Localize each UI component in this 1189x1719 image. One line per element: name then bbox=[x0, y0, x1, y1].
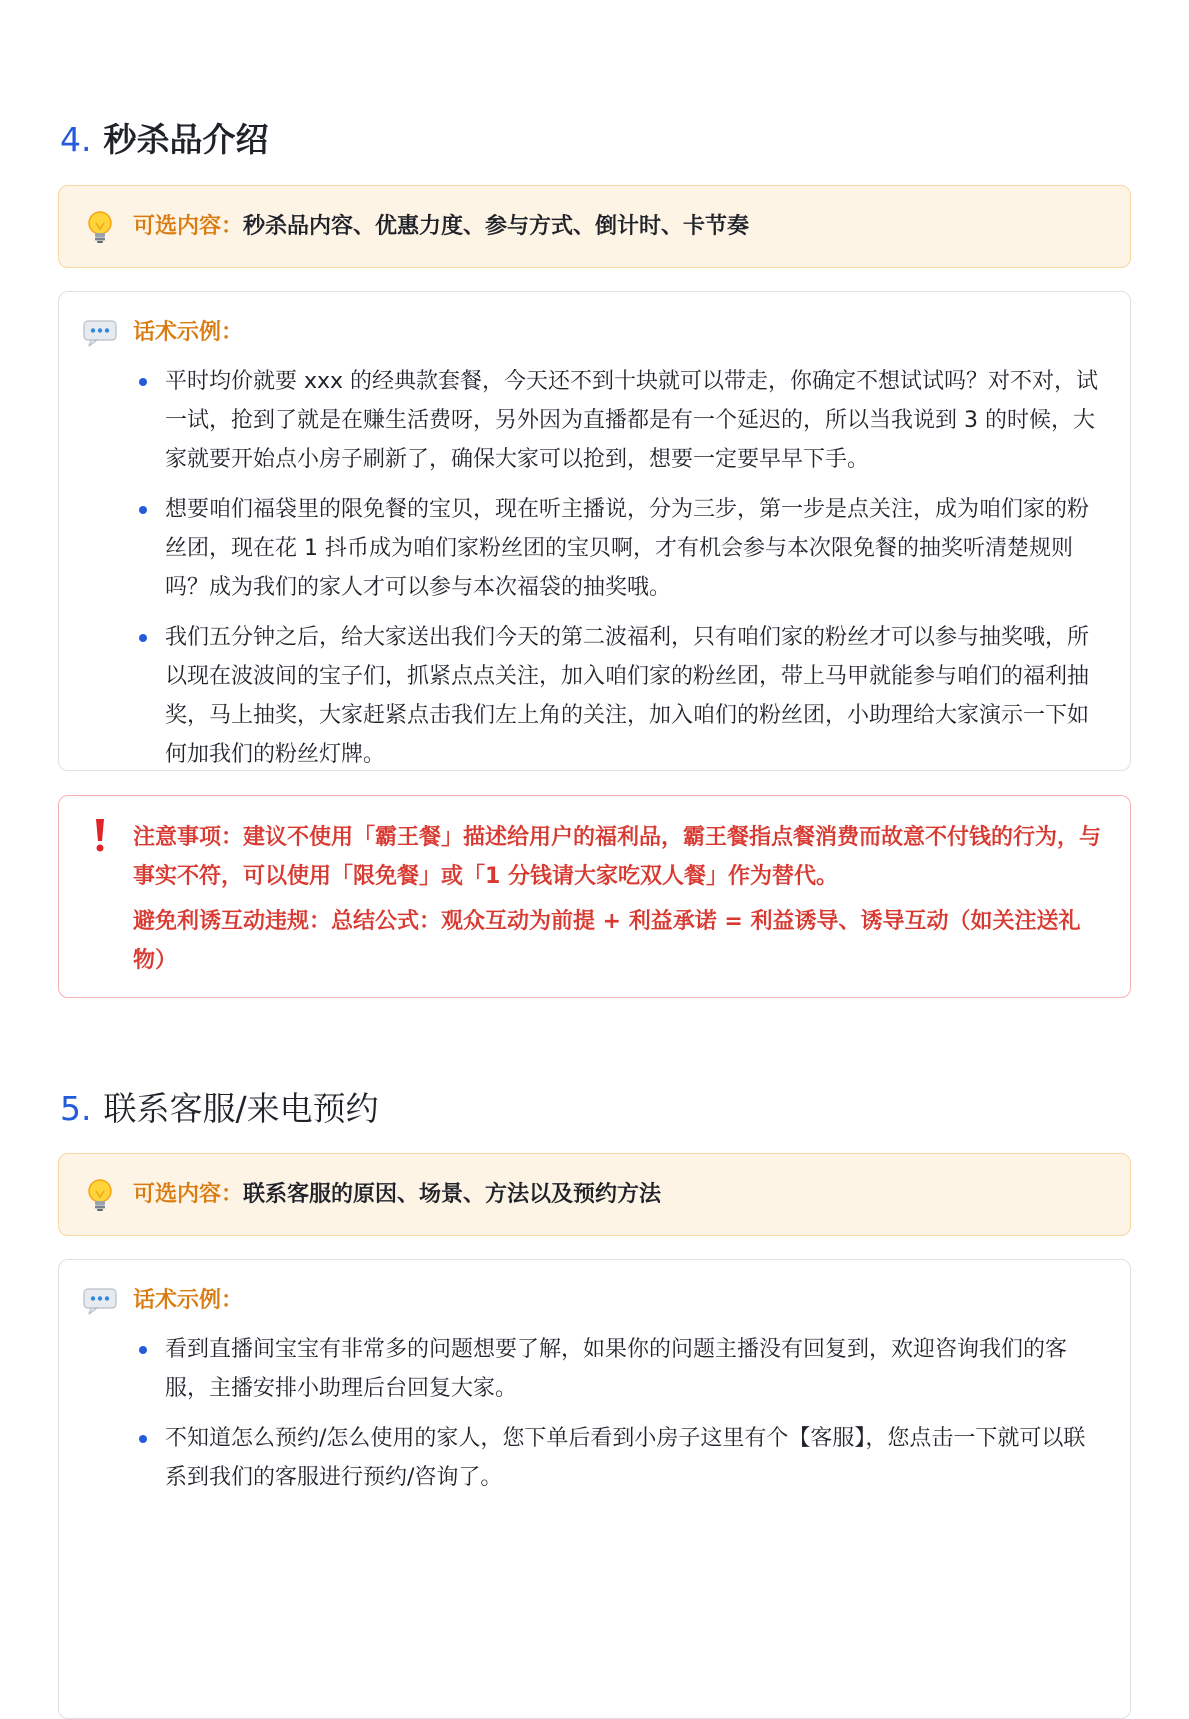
section-heading-5 bbox=[60, 1087, 379, 1131]
warning-paragraph: 避免利诱互动违规：总结公式：观众互动为前提 + 利益承诺 = 利益诱导、诱导互动（如关注送礼物） bbox=[133, 909, 1081, 973]
tip-label: 可选内容： bbox=[133, 214, 244, 239]
example-label: 话术示例： bbox=[133, 320, 244, 345]
list-item: 想要咱们福袋里的限免餐的宝贝，现在听主播说，分为三步，第一步是点关注，成为咱们家的粉丝团，现在花 1 抖币成为咱们家粉丝团的宝贝啊，才有机会参与本次限免餐的抽奖听清楚规则吗？成为我们的家人才可以参与本次福袋的抽奖哦。 bbox=[133, 490, 1102, 607]
tip-text: 秒杀品内容、优惠力度、参与方式、倒计时、卡节奏 bbox=[243, 214, 750, 239]
speech-bubble-icon bbox=[83, 316, 117, 350]
tip-text: 联系客服的原因、场景、方法以及预约方法 bbox=[243, 1182, 662, 1207]
example-callout bbox=[58, 291, 1131, 771]
tip-line bbox=[133, 210, 1102, 244]
warning-callout bbox=[58, 795, 1131, 998]
tip-line bbox=[133, 1178, 1102, 1212]
warning-paragraph: 注意事项：建议不使用「霸王餐」描述给用户的福利品，霸王餐指点餐消费而故意不付钱的行为，与事实不符，可以使用「限免餐」或「1 分钱请大家吃双人餐」作为替代。 bbox=[133, 825, 1102, 889]
list-item: 我们五分钟之后，给大家送出我们今天的第二波福利，只有咱们家的粉丝才可以参与抽奖哦，所以现在波波间的宝子们，抓紧点点关注，加入咱们家的粉丝团，带上马甲就能参与咱们的福利抽奖，马上抽奖，大家赶紧点击我们左上角的关注，加入咱们的粉丝团，小助理给大家演示一下如何加我们的粉丝灯牌。 bbox=[133, 618, 1102, 774]
example-label: 话术示例： bbox=[133, 1288, 244, 1313]
list-item: 看到直播间宝宝有非常多的问题想要了解，如果你的问题主播没有回复到，欢迎咨询我们的客服，主播安排小助理后台回复大家。 bbox=[133, 1330, 1102, 1408]
example-list bbox=[133, 362, 1102, 785]
lightbulb-icon bbox=[83, 1178, 117, 1212]
section-title-text: 联系客服/来电预约 bbox=[103, 1089, 379, 1128]
tip-callout bbox=[58, 1153, 1131, 1236]
section-title-text: 秒杀品介绍 bbox=[103, 120, 269, 159]
lightbulb-icon bbox=[83, 210, 117, 244]
list-item: 不知道怎么预约/怎么使用的家人，您下单后看到小房子这里有个【客服】，您点击一下就可以联系到我们的客服进行预约/咨询了。 bbox=[133, 1419, 1102, 1497]
section-number: 5. bbox=[60, 1089, 92, 1128]
example-list bbox=[133, 1330, 1102, 1508]
tip-label: 可选内容： bbox=[133, 1182, 244, 1207]
tip-callout bbox=[58, 185, 1131, 268]
list-item: 平时均价就要 xxx 的经典款套餐，今天还不到十块就可以带走，你确定不想试试吗？对不对，试一试，抢到了就是在赚生活费呀，另外因为直播都是有一个延迟的，所以当我说到 3 的时候，大家就要开始点小房子刷新了，确保大家可以抢到，想要一定要早早下手。 bbox=[133, 362, 1102, 479]
section-heading-4 bbox=[60, 118, 269, 162]
example-callout bbox=[58, 1259, 1131, 1719]
exclamation-icon bbox=[83, 818, 117, 852]
speech-bubble-icon bbox=[83, 1284, 117, 1318]
section-number: 4. bbox=[60, 120, 92, 159]
